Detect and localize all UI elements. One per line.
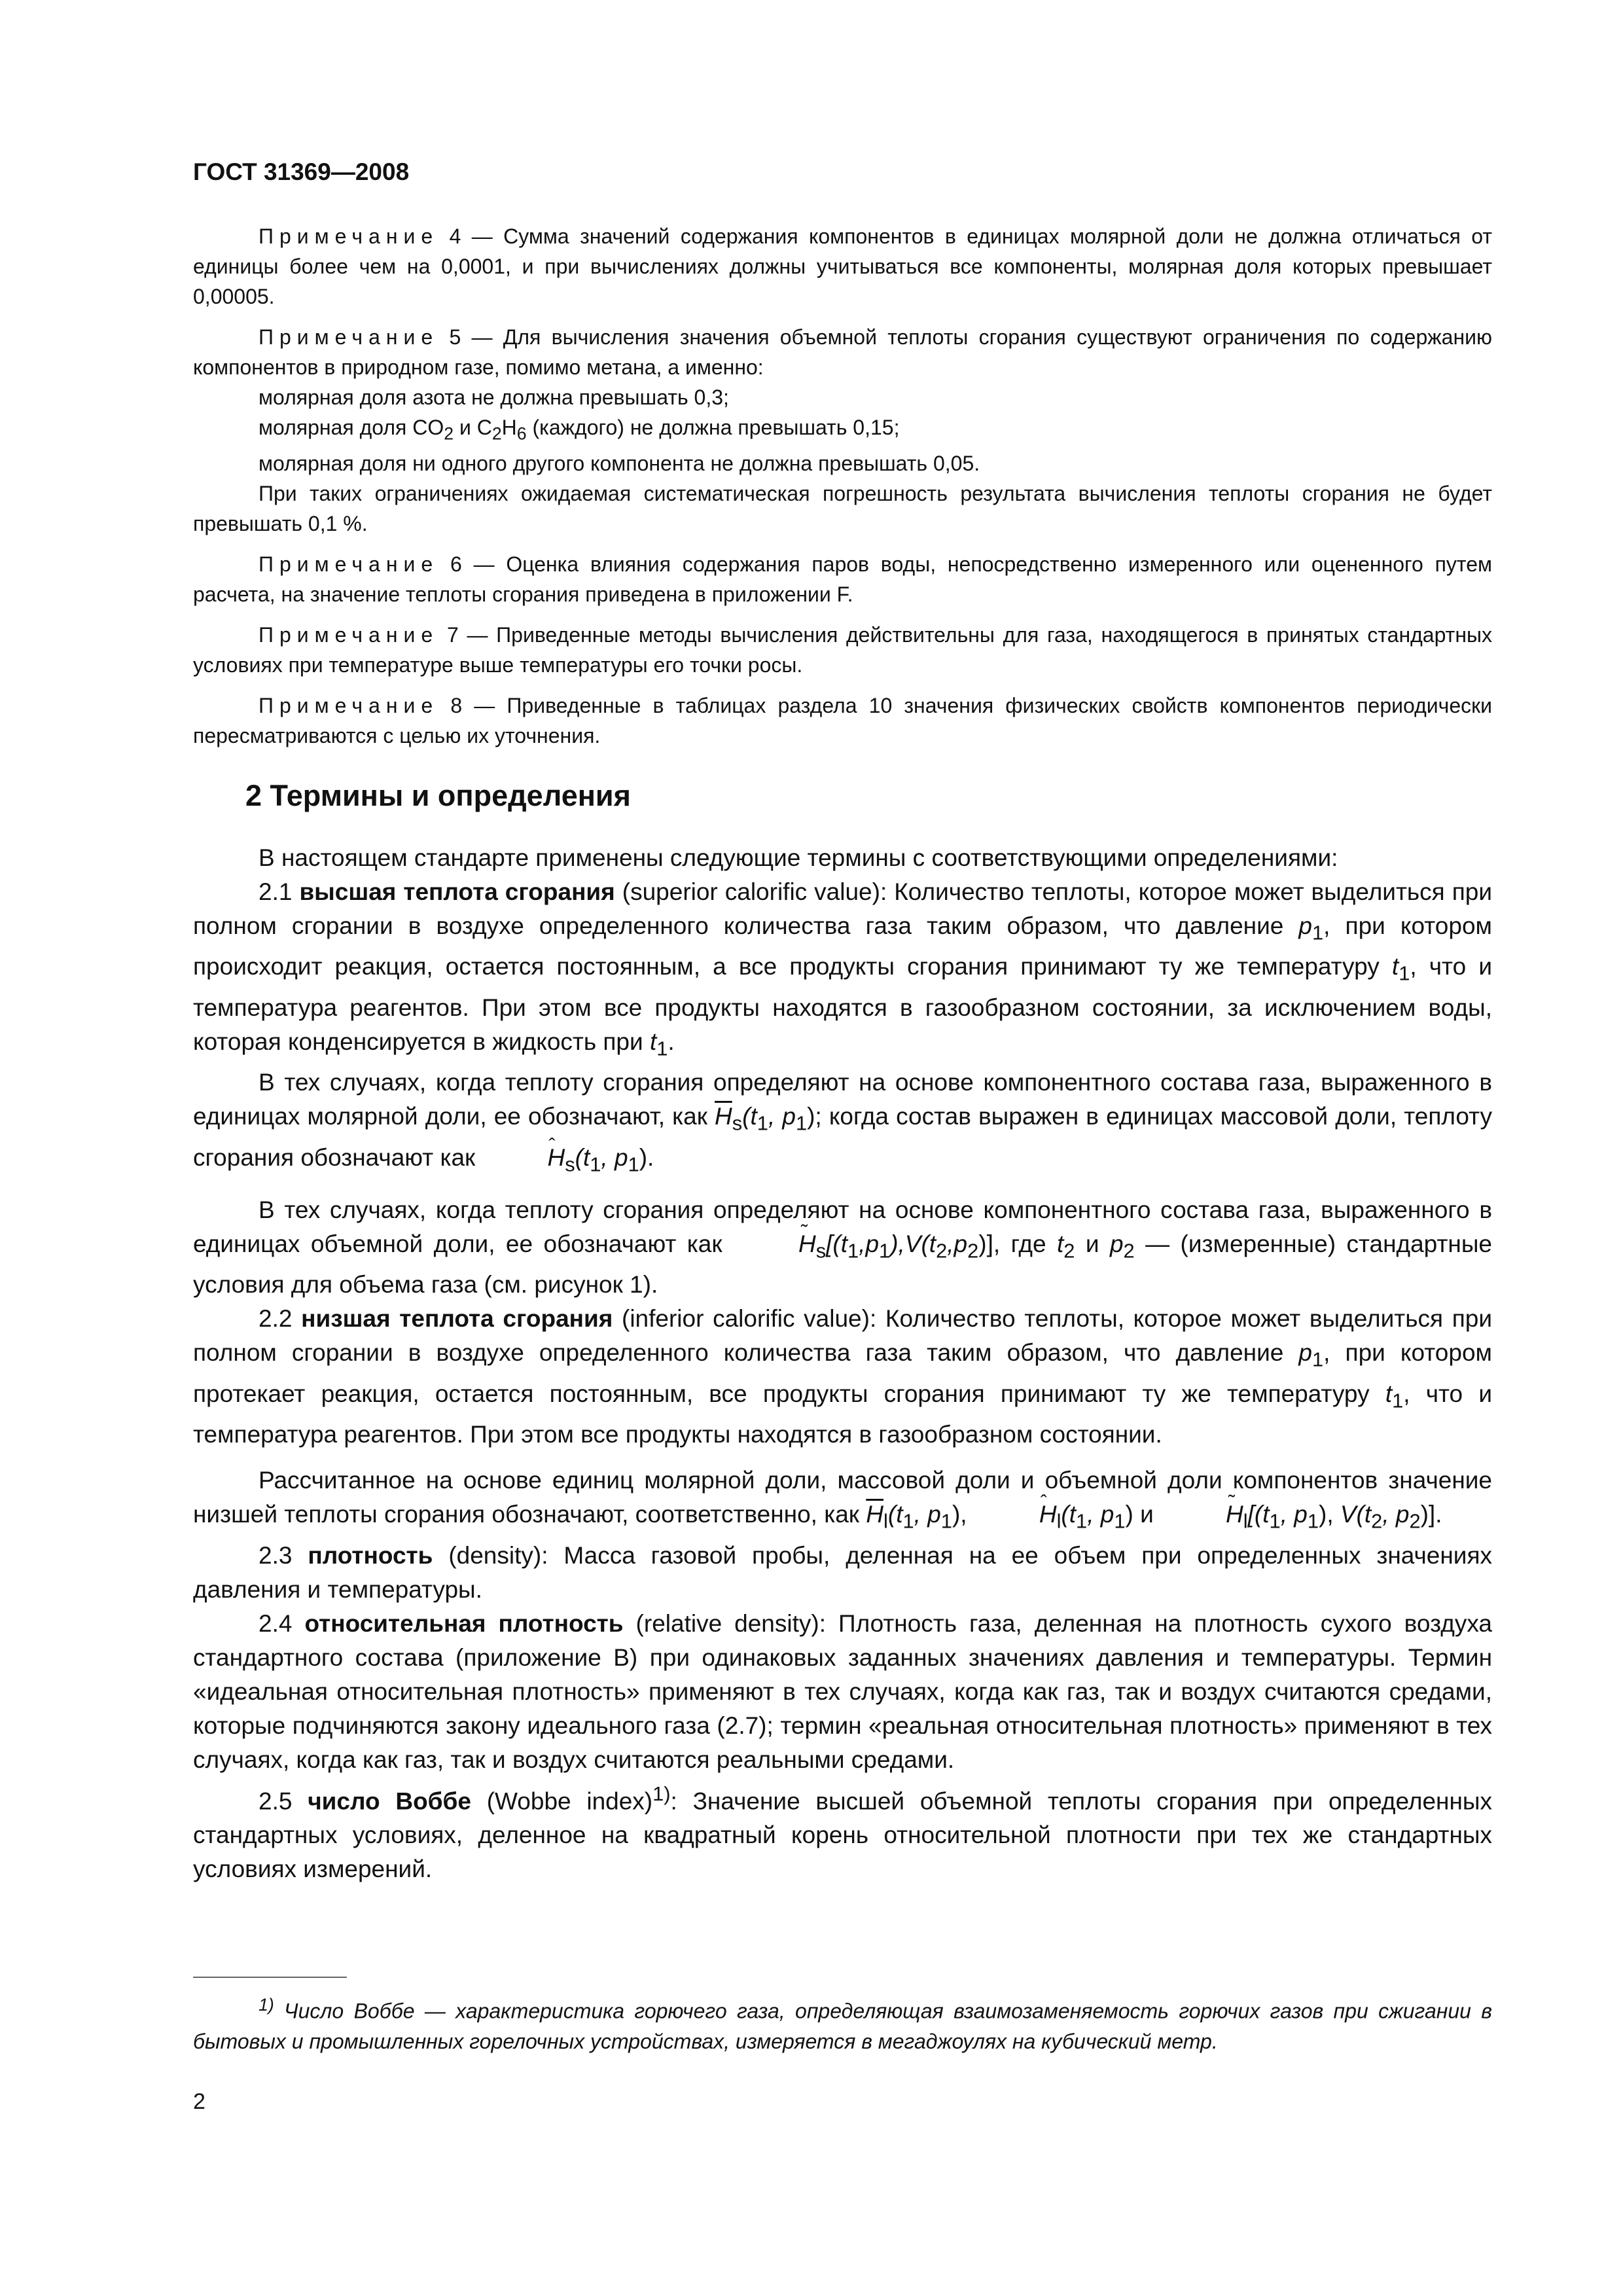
term-2-2-par2: Рассчитанное на основе единиц молярной доли, массовой доли и объемной доли компонентов значение низшей теплоты сгорания обозначают, соответственно, как $\overline{H}_l(t_1$, $p_1$), ˆ $H_l(t_1$, $p_1$) и ˜ $H_l[(t_1$, $p_1$), $V(t_2$, $p_2$)]. (193, 1463, 1492, 1538)
note-7: Примечание 7 — Приведенные методы вычисления действительны для газа, находящегося в принятых стандартных условиях при температуре выше температуры его точки росы. (193, 623, 1493, 677)
term-2-2: 2.2 низшая теплота сгорания (inferior calorific value): Количество теплоты, которое может выделиться при полном сгорании в воздухе определенного количества газа таким образом, что давление $p_1$, при котором протекает реакция, остается постоянным, все продукты сгорания принимают ту же температуру $t_1$, что и температура реагентов. При этом все продукты находятся в газообразном состоянии. (193, 1305, 1493, 1448)
footnote-ref: 1) (652, 1782, 671, 1805)
note-5: Примечание 5 — Для вычисления значения объемной теплоты сгорания существуют ограничения по содержанию компонентов в природном газе, помимо метана, а именно: (193, 325, 1493, 379)
note-5-item: молярная доля ни одного другого компонента не должна превышать 0,05. (259, 452, 980, 476)
term-2-1-par2: В тех случаях, когда теплоту сгорания определяют на основе компонентного состава газа, выраженного в единицах молярной доли, ее обозначают, как $\overline{H}_s(t_1$, $p_1$); когда состав выражен в единицах массовой доли, теплоту сгорания обозначают как ˆ $H_s(t_1$, $p_1$). (193, 1066, 1492, 1181)
note-label: Примечание (259, 224, 439, 248)
footnote: $^{1)}$ Число Воббе — характеристика горючего газа, определяющая взаимозаменяемость горючих газов при сжигании в бытовых и промышленных горелочных устройствах, измеряется в мегаджоулях на кубический метр. (193, 1995, 1492, 2053)
section-title: 2 Термины и определения (245, 779, 631, 812)
note-5-item: молярная доля азота не должна превышать 0,3; (259, 386, 729, 409)
section-body (193, 841, 1492, 1886)
notes-block (193, 221, 1492, 761)
term-2-1: 2.1 высшая теплота сгорания (superior calorific value): Количество теплоты, которое может выделиться при полном сгорании в воздухе определенного количества газа таким образом, что давление $p_1$, при котором происходит реакция, остается постоянным, а все продукты сгорания принимают ту же температуру $t_1$, что и температура реагентов. При этом все продукты находятся в газообразном состоянии, за исключением воды, которая конденсируется в жидкость при $t_1$. (193, 878, 1492, 1060)
note-5-item: молярная доля $CO_2$ и $C_2H_6$ (каждого) не должна превышать 0,15; (259, 416, 900, 444)
term-label: плотность (308, 1541, 433, 1569)
term-label: высшая теплота сгорания (299, 878, 615, 905)
page-number: 2 (193, 2089, 205, 2114)
note-6: Примечание 6 — Оценка влияния содержания паров воды, непосредственно измеренного или оцененного путем расчета, на значение теплоты сгорания приведена в приложении F. (193, 552, 1493, 607)
term-2-5: 2.5 число Воббе (Wobbe index)$^{1)}$: Значение высшей объемной теплоты сгорания при определенных стандартных условиях, деленное на квадратный корень относительной плотности при тех же стандартных условиях измерений. (193, 1782, 1492, 1882)
term-2-4: 2.4 относительная плотность (relative density): Плотность газа, деленная на плотность сухого воздуха стандартного состава (приложение B) при одинаковых заданных значениях давления и температуры. Термин «идеальная относительная плотность» применяют в тех случаях, когда как газ, так и воздух считаются средами, которые подчиняются закону идеального газа (2.7); термин «реальная относительная плотность» применяют в тех случаях, когда как газ, так и воздух считаются реальными средами. (193, 1609, 1492, 1773)
note-5-tail: При таких ограничениях ожидаемая систематическая погрешность результата вычисления теплоты сгорания не будет превышать 0,1 %. (193, 482, 1492, 536)
footnote-divider (193, 1977, 347, 1978)
term-label: относительная плотность (304, 1609, 624, 1637)
note-8: Примечание 8 — Приведенные в таблицах раздела 10 значения физических свойств компонентов периодически пересматриваются с целью их уточнения. (193, 694, 1492, 748)
note-4: Примечание 4 — Сумма значений содержания компонентов в единицах молярной доли не должна отличаться от единицы более чем на 0,0001, и при вычислениях должны учитываться все компоненты, молярная доля которых превышает 0,00005. (193, 224, 1493, 308)
section-intro: В настоящем стандарте применены следующие термины с соответствующими определениями: (259, 844, 1338, 871)
term-2-3: 2.3 плотность (density): Масса газовой пробы, деленная на ее объем при определенных значениях давления и температуры. (193, 1541, 1493, 1603)
term-label: низшая теплота сгорания (301, 1305, 613, 1333)
term-label: число Воббе (308, 1787, 471, 1814)
footnote-mark: 1) (259, 1995, 274, 2015)
term-2-1-par3: В тех случаях, когда теплоту сгорания определяют на основе компонентного состава газа, выраженного в единицах объемной доли, ее обозначают как ˜ $H_s[(t_1,p_1),V(t_2,p_2)]$, где $t_2$ и $p_2$ — (измеренные) стандартные условия для объема газа (см. рисунок 1). (193, 1193, 1492, 1302)
standard-header: ГОСТ 31369—2008 (193, 158, 410, 185)
